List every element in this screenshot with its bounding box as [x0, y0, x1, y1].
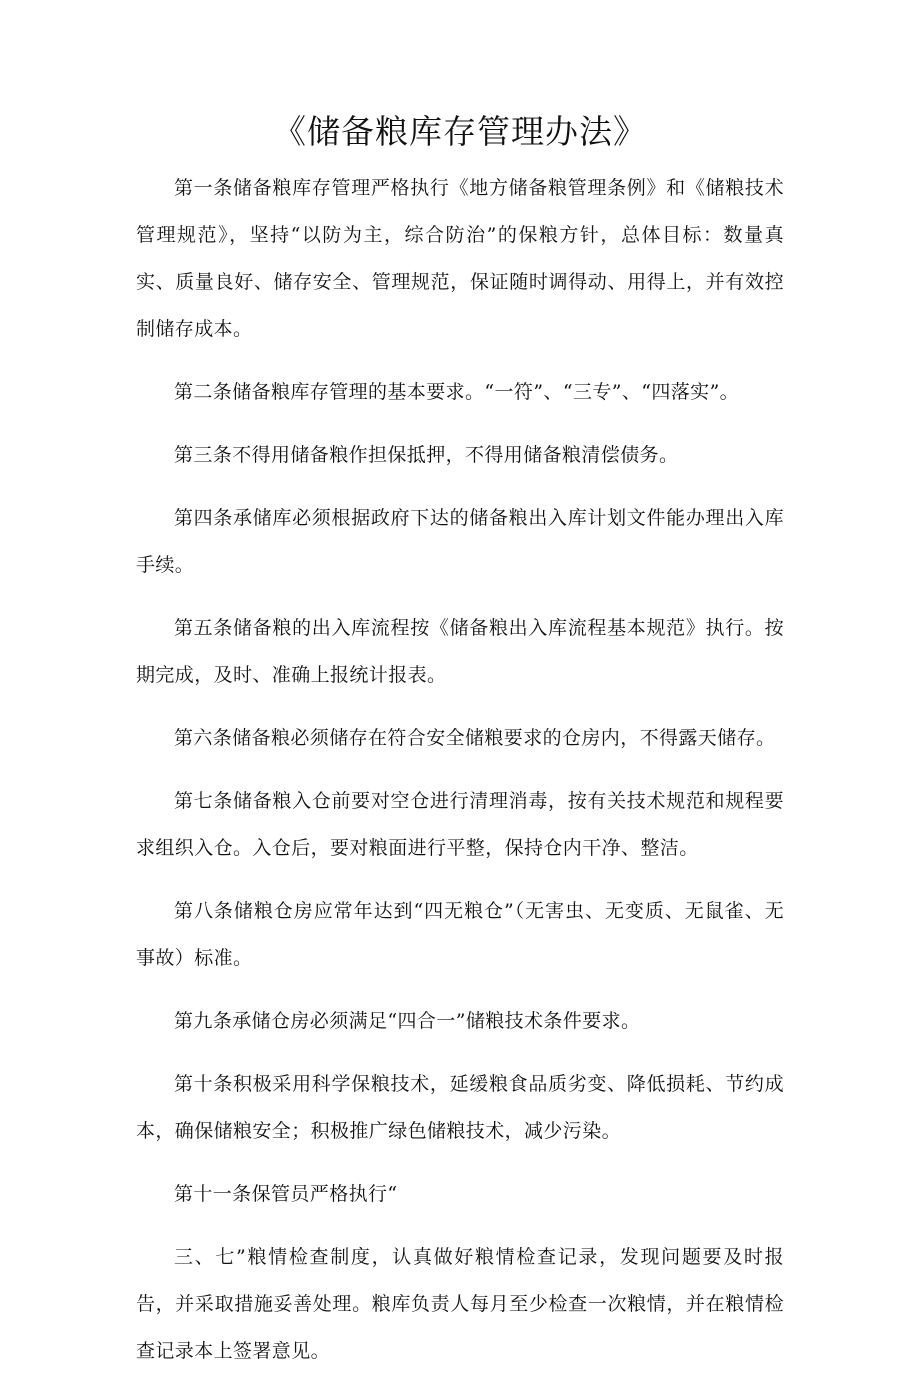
document-title: 《储备粮库存管理办法》 [273, 112, 647, 151]
article-11-continued: 三、七”粮情检查制度，认真做好粮情检查记录，发现问题要及时报告，并采取措施妥善处理。粮库负责人每月至少检查一次粮情，并在粮情检查记录本上签署意见。 [136, 1246, 784, 1362]
article-7: 第七条储备粮入仓前要对空仓进行清理消毒，按有关技术规范和规程要求组织入仓。入仓后，要对粮面进行平整，保持仓内干净、整洁。 [136, 790, 784, 859]
article-10: 第十条积极采用科学保粮技术，延缓粮食品质劣变、降低损耗、节约成本，确保储粮安全；积极推广绿色储粮技术，减少污染。 [136, 1073, 784, 1142]
article-6: 第六条储备粮必须储存在符合安全储粮要求的仓房内，不得露天储存。 [174, 727, 776, 749]
article-2: 第二条储备粮库存管理的基本要求。“一符”、“三专”、“四落实”。 [174, 381, 740, 403]
article-11: 第十一条保管员严格执行“ [174, 1183, 398, 1205]
article-3: 第三条不得用储备粮作担保抵押，不得用储备粮清偿债务。 [174, 444, 679, 466]
document-body [136, 165, 784, 1391]
article-5: 第五条储备粮的出入库流程按《储备粮出入库流程基本规范》执行。按期完成，及时、准确上报统计报表。 [136, 617, 784, 686]
article-8: 第八条储粮仓房应常年达到“四无粮仓”（无害虫、无变质、无鼠雀、无事故）标准。 [136, 900, 784, 969]
article-9: 第九条承储仓房必须满足“四合一”储粮技术条件要求。 [174, 1010, 641, 1032]
article-1: 第一条储备粮库存管理严格执行《地方储备粮管理条例》和《储粮技术管理规范》，坚持“以防为主，综合防治”的保粮方针，总体目标：数量真实、质量良好、储存安全、管理规范，保证随时调得动、用得上，并有效控制储存成本。 [136, 177, 784, 340]
article-4: 第四条承储库必须根据政府下达的储备粮出入库计划文件能办理出入库手续。 [136, 507, 784, 576]
